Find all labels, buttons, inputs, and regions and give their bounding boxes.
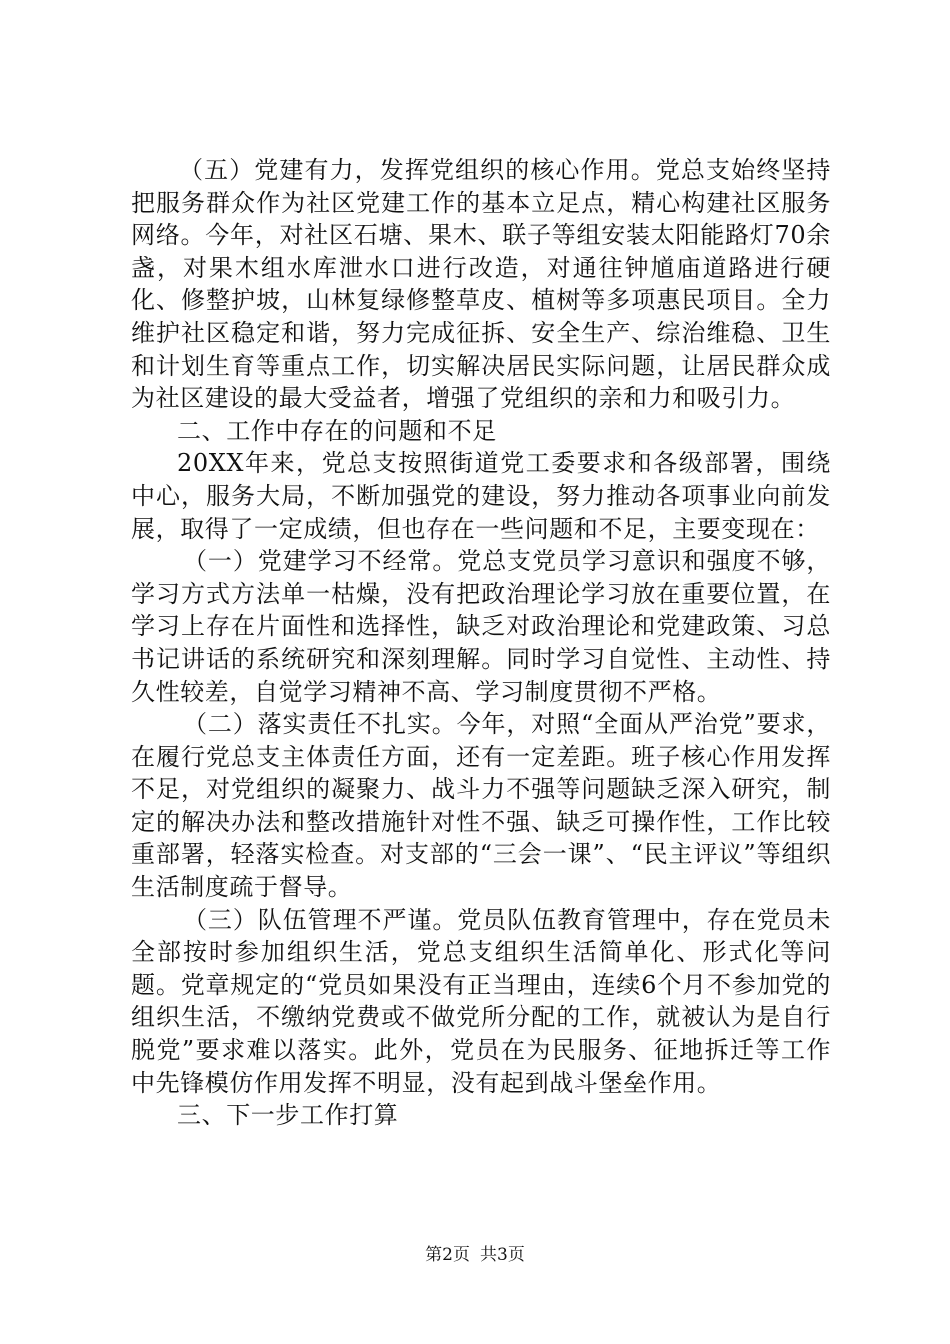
paragraph-study: （一）党建学习不经常。党总支党员学习意识和强度不够，学习方式方法单一枯燥，没有把政治理论学习放在重要位置，在学习上存在片面性和选择性，缺乏对政治理论和党建政策、习总书记讲话的系统研究和深刻理解。同时学习自觉性、主动性、持久性较差，自觉学习精神不高、学习制度贯彻不严格。 (131, 547, 831, 706)
paragraph-problems-intro: 20XX年来，党总支按照街道党工委要求和各级部署，围绕中心，服务大局，不断加强党的建设，努力推动各项事业向前发展，取得了一定成绩，但也存在一些问题和不足，主要变现在： (131, 449, 831, 543)
document-body (131, 154, 831, 1132)
section-heading-problems: 二、工作中存在的问题和不足 (177, 416, 497, 445)
page-number: 第2页 (425, 1245, 470, 1265)
page-total: 共3页 (480, 1245, 525, 1265)
paragraph-responsibility: （二）落实责任不扎实。今年，对照“全面从严治党”要求，在履行党总支主体责任方面，还有一定差距。班子核心作用发挥不足，对党组织的凝聚力、战斗力不强等问题缺乏深入研究，制定的解决办法和整改措施针对性不强、缺乏可操作性，工作比较重部署，轻落实检查。对支部的“三会一课”、“民主评议”等组织生活制度疏于督导。 (131, 710, 831, 902)
section-heading-next-steps: 三、下一步工作打算 (177, 1101, 399, 1130)
paragraph-party-building: （五）党建有力，发挥党组织的核心作用。党总支始终坚持把服务群众作为社区党建工作的基本立足点，精心构建社区服务网络。今年，对社区石塘、果木、联子等组安装太阳能路灯70余盏，对果木组水库泄水口进行改造，对通往钟馗庙道路进行硬化、修整护坡，山林复绿修整草皮、植树等多项惠民项目。全力维护社区稳定和谐，努力完成征拆、安全生产、综治维稳、卫生和计划生育等重点工作，切实解决居民实际问题，让居民群众成为社区建设的最大受益者，增强了党组织的亲和力和吸引力。 (131, 156, 831, 413)
paragraph-team-management: （三）队伍管理不严谨。党员队伍教育管理中，存在党员未全部按时参加组织生活，党总支组织生活简单化、形式化等问题。党章规定的“党员如果没有正当理由，连续6个月不参加党的组织生活，不缴纳党费或不做党所分配的工作，就被认为是自行脱党”要求难以落实。此外，党员在为民服务、征地拆迁等工作中先锋模仿作用发挥不明显，没有起到战斗堡垒作用。 (131, 905, 831, 1097)
page-footer (0, 1244, 950, 1266)
